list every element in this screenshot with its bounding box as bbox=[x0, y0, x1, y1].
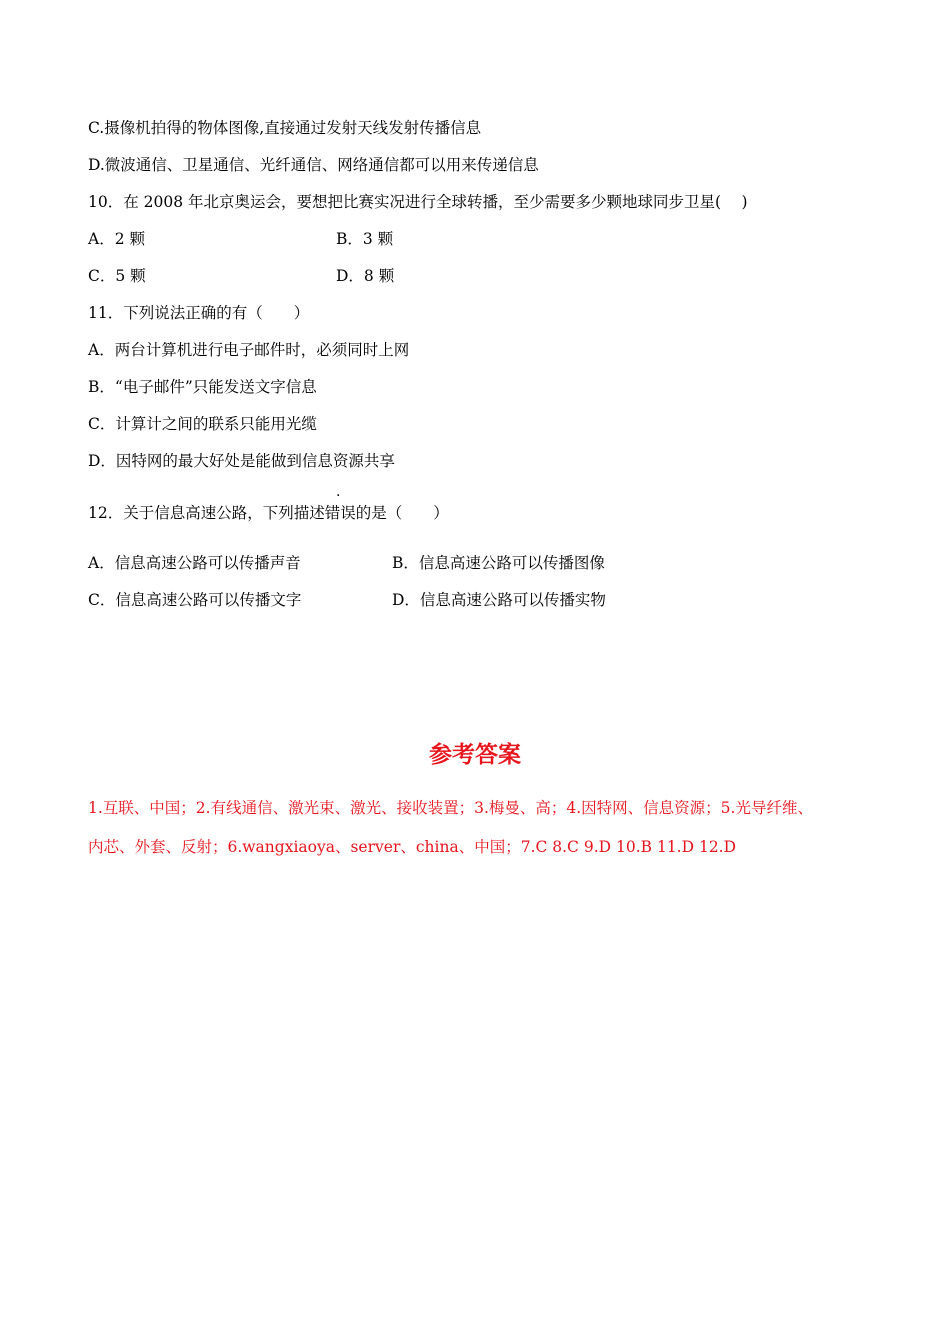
question-12-stem-after: 的是（ ） bbox=[355, 504, 449, 522]
question-12-option-a: A．信息高速公路可以传播声音 bbox=[88, 554, 301, 572]
answers-line-1: 1.互联、中国；2.有线通信、激光束、激光、接收装置；3.梅曼、高；4.因特网、信息资源；5.光导纤维、 bbox=[88, 799, 813, 817]
question-12-stem-before: 12．关于信息高速公路，下列描述 bbox=[88, 504, 325, 522]
question-11-option-a: A．两台计算机进行电子邮件时，必须同时上网 bbox=[88, 341, 410, 359]
question-12-stem bbox=[88, 503, 449, 523]
question-11-option-b: B．“电子邮件”只能发送文字信息 bbox=[88, 378, 317, 396]
answers-title: 参考答案 bbox=[429, 742, 521, 768]
answers-line-2: 内芯、外套、反射；6.wangxiaoya、server、china、中国；7.C 8.C 9.D 10.B 11.D 12.D bbox=[88, 838, 737, 856]
question-11-option-c: C．计算计之间的联系只能用光缆 bbox=[88, 415, 317, 433]
question-12-stem-emphasis: 错误 bbox=[324, 504, 356, 522]
question-11-stem: 11．下列说法正确的有（ ） bbox=[88, 304, 310, 322]
question-9-option-c: C.摄像机拍得的物体图像,直接通过发射天线发射传播信息 bbox=[88, 119, 482, 137]
question-10-option-c: C．5 颗 bbox=[88, 267, 146, 285]
question-12-option-c: C．信息高速公路可以传播文字 bbox=[88, 591, 302, 609]
question-9-option-d: D.微波通信、卫星通信、光纤通信、网络通信都可以用来传递信息 bbox=[88, 156, 539, 174]
question-10-option-b: B．3 颗 bbox=[336, 230, 394, 248]
question-12-option-d: D．信息高速公路可以传播实物 bbox=[392, 591, 606, 609]
question-10-stem: 10．在 2008 年北京奥运会，要想把比赛实况进行全球转播，至少需要多少颗地球同步卫星( ) bbox=[88, 193, 748, 211]
question-11-option-d: D．因特网的最大好处是能做到信息资源共享 bbox=[88, 452, 395, 470]
question-12-option-b: B．信息高速公路可以传播图像 bbox=[392, 554, 605, 572]
question-10-option-a: A．2 颗 bbox=[88, 230, 145, 248]
question-10-option-d: D．8 颗 bbox=[336, 267, 395, 285]
